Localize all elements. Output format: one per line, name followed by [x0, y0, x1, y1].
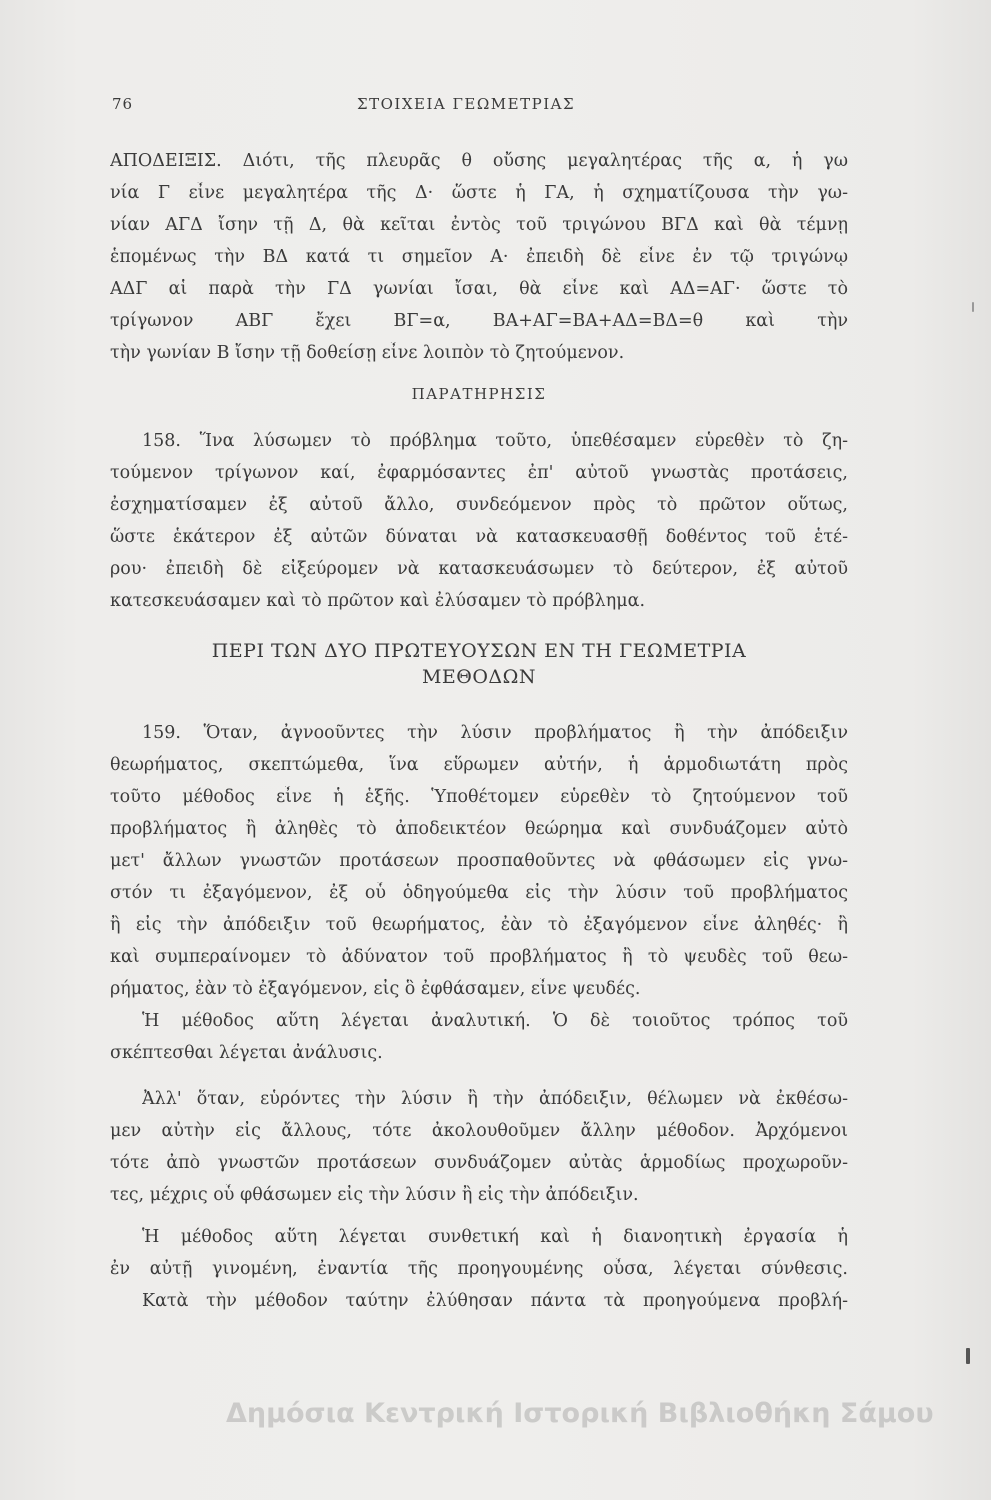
text-line: ΑΔΓ αἱ παρὰ τὴν ΓΔ γωνίαι ἴσαι, θὰ εἶνε καὶ ΑΔ=ΑΓ· ὥστε τὸ [110, 279, 848, 299]
text-line: νίαν ΑΓΔ ἴσην τῇ Δ, θὰ κεῖται ἐντὸς τοῦ τριγώνου ΒΓΔ καὶ θὰ τέμνῃ [110, 215, 848, 235]
text-line: κατεσκευάσαμεν καὶ τὸ πρῶτον καὶ ἐλύσαμεν τὸ πρόβλημα. [110, 591, 646, 611]
text-line: ἐν αὐτῇ γινομένη, ἐναντία τῆς προηγουμένης οὖσα, λέγεται σύνθεσις. [110, 1259, 848, 1279]
text-line: τούμενον τρίγωνον καί, ἐφαρμόσαντες ἐπ' αὐτοῦ γνωστὰς προτάσεις, [110, 463, 848, 483]
text-line: ρήματος, ἐὰν τὸ ἐξαγόμενον, εἰς ὃ ἐφθάσαμεν, εἶνε ψευδές. [110, 979, 641, 999]
text-line: ἐσχηματίσαμεν ἐξ αὐτοῦ ἄλλο, συνδεόμενον πρὸς τὸ πρῶτον οὕτως, [110, 495, 848, 515]
text-line: προβλήματος ἢ ἀληθὲς τὸ ἀποδεικτέον θεώρημα καὶ συνδυάζομεν αὐτὸ [110, 819, 848, 839]
page-header [112, 95, 832, 119]
scan-speck [972, 302, 974, 312]
running-title: ΣΤΟΙΧΕΙΑ ΓΕΩΜΕΤΡΙΑΣ [357, 95, 576, 113]
text-line: ΑΠΟΔΕΙΞΙΣ. Διότι, τῆς πλευρᾶς θ οὔσης μεγαλητέρας τῆς α, ἡ γω [110, 151, 848, 171]
text-line: ρου· ἐπειδὴ δὲ εἰξεύρομεν νὰ κατασκευάσωμεν τὸ δεύτερον, ἐξ αὐτοῦ [110, 559, 848, 579]
remark-heading: ΠΑΡΑΤΗΡΗΣΙΣ [411, 385, 547, 403]
text-line: θεωρήματος, σκεπτώμεθα, ἵνα εὕρωμεν αὐτήν, ἡ ἁρμοδιωτάτη πρὸς [110, 755, 848, 775]
text-line: 159. Ὅταν, ἀγνοοῦντες τὴν λύσιν προβλήματος ἢ τὴν ἀπόδειξιν [142, 723, 848, 743]
text-line: νία Γ εἶνε μεγαλητέρα τῆς Δ· ὥστε ἡ ΓΑ, ἡ σχηματίζουσα τὴν γω- [110, 183, 848, 203]
section-heading-line1: ΠΕΡΙ ΤΩΝ ΔΥΟ ΠΡΩΤΕΥΟΥΣΩΝ ΕΝ ΤΗ ΓΕΩΜΕΤΡΙΑ [211, 640, 747, 662]
library-watermark: Δημόσια Κεντρική Ιστορική Βιβλιοθήκη Σάμου [226, 1398, 934, 1429]
text-line: τότε ἀπὸ γνωστῶν προτάσεων συνδυάζομεν αὐτὰς ἁρμοδίως προχωροῦν- [110, 1153, 848, 1173]
text-line: ἑπομένως τὴν ΒΔ κατά τι σημεῖον Α· ἐπειδὴ δὲ εἶνε ἐν τῷ τριγώνῳ [110, 247, 848, 267]
text-line: ἢ εἰς τὴν ἀπόδειξιν τοῦ θεωρήματος, ἐὰν τὸ ἐξαγόμενον εἶνε ἀληθές· ἢ [110, 915, 848, 935]
text-line: καὶ συμπεραίνομεν τὸ ἀδύνατον τοῦ προβλήματος ἢ τὸ ψευδὲς τοῦ θεω- [110, 947, 848, 967]
text-line: τες, μέχρις οὗ φθάσωμεν εἰς τὴν λύσιν ἢ εἰς τὴν ἀπόδειξιν. [110, 1185, 639, 1205]
scan-speck [966, 1348, 970, 1364]
text-line: Ἀλλ' ὅταν, εὑρόντες τὴν λύσιν ἢ τὴν ἀπόδειξιν, θέλωμεν νὰ ἐκθέσω- [142, 1089, 848, 1109]
text-line: στόν τι ἐξαγόμενον, ἐξ οὗ ὁδηγούμεθα εἰς τὴν λύσιν τοῦ προβλήματος [110, 883, 848, 903]
text-line: τρίγωνον ΑΒΓ ἔχει ΒΓ=α, ΒΑ+ΑΓ=ΒΑ+ΑΔ=ΒΔ=θ καὶ τὴν [110, 311, 848, 331]
page-number: 76 [112, 95, 134, 113]
text-line: Ἡ μέθοδος αὕτη λέγεται συνθετική καὶ ἡ διανοητικὴ ἐργασία ἡ [142, 1227, 848, 1247]
text-line: τοῦτο μέθοδος εἶνε ἡ ἑξῆς. Ὑποθέτομεν εὑρεθὲν τὸ ζητούμενον τοῦ [110, 787, 848, 807]
text-line: 158. Ἵνα λύσωμεν τὸ πρόβλημα τοῦτο, ὑπεθέσαμεν εὑρεθὲν τὸ ζη- [142, 431, 848, 451]
text-line: Κατὰ τὴν μέθοδον ταύτην ἐλύθησαν πάντα τὰ προηγούμενα προβλή- [142, 1291, 848, 1311]
text-line: Ἡ μέθοδος αὕτη λέγεται ἀναλυτική. Ὁ δὲ τοιοῦτος τρόπος τοῦ [142, 1011, 848, 1031]
text-line: μετ' ἄλλων γνωστῶν προτάσεων προσπαθοῦντες νὰ φθάσωμεν εἰς γνω- [110, 851, 848, 871]
section-heading-line2: ΜΕΘΟΔΩΝ [421, 666, 537, 688]
text-line: σκέπτεσθαι λέγεται ἀνάλυσις. [110, 1043, 383, 1063]
text-line: τὴν γωνίαν Β ἴσην τῇ δοθείσῃ εἶνε λοιπὸν τὸ ζητούμενον. [110, 343, 625, 363]
text-line: μεν αὐτὴν εἰς ἄλλους, τότε ἀκολουθοῦμεν ἄλλην μέθοδον. Ἀρχόμενοι [110, 1121, 848, 1141]
text-line: ὥστε ἑκάτερον ἐξ αὐτῶν δύναται νὰ κατασκευασθῇ δοθέντος τοῦ ἑτέ- [110, 527, 848, 547]
